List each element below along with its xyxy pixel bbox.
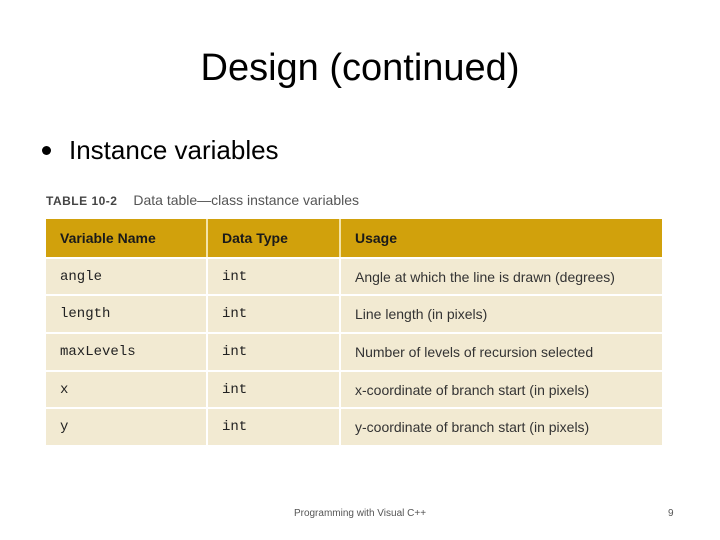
table-caption-text: Data table—class instance variables bbox=[133, 192, 360, 208]
page-number: 9 bbox=[668, 508, 674, 519]
variable-name-cell: x bbox=[46, 370, 208, 408]
column-header-usage: Usage bbox=[341, 219, 662, 257]
usage-cell: Angle at which the line is drawn (degrees) bbox=[341, 257, 662, 295]
data-table bbox=[46, 219, 662, 445]
column-header-data-type: Data Type bbox=[208, 219, 341, 257]
table-header-row bbox=[46, 219, 662, 257]
bullet-dot-icon bbox=[42, 146, 51, 155]
variable-name-cell: maxLevels bbox=[46, 332, 208, 370]
data-type-cell: int bbox=[208, 257, 341, 295]
bullet-item bbox=[42, 132, 279, 168]
table-row bbox=[46, 294, 662, 332]
column-header-variable-name: Variable Name bbox=[46, 219, 208, 257]
slide-footer: Programming with Visual C++ bbox=[293, 508, 427, 519]
data-type-cell: int bbox=[208, 332, 341, 370]
table-row bbox=[46, 407, 662, 445]
table-row bbox=[46, 370, 662, 408]
usage-cell: y-coordinate of branch start (in pixels) bbox=[341, 407, 662, 445]
usage-cell: Line length (in pixels) bbox=[341, 294, 662, 332]
slide-title: Design (continued) bbox=[200, 47, 520, 89]
bullet-text: Instance variables bbox=[69, 135, 279, 165]
data-type-cell: int bbox=[208, 407, 341, 445]
table-caption-number: TABLE 10-2 bbox=[46, 194, 118, 208]
table-row bbox=[46, 332, 662, 370]
variable-name-cell: length bbox=[46, 294, 208, 332]
usage-cell: Number of levels of recursion selected bbox=[341, 332, 662, 370]
variable-name-cell: y bbox=[46, 407, 208, 445]
table-row bbox=[46, 257, 662, 295]
usage-cell: x-coordinate of branch start (in pixels) bbox=[341, 370, 662, 408]
table-caption bbox=[46, 190, 359, 211]
variable-name-cell: angle bbox=[46, 257, 208, 295]
data-type-cell: int bbox=[208, 294, 341, 332]
data-type-cell: int bbox=[208, 370, 341, 408]
